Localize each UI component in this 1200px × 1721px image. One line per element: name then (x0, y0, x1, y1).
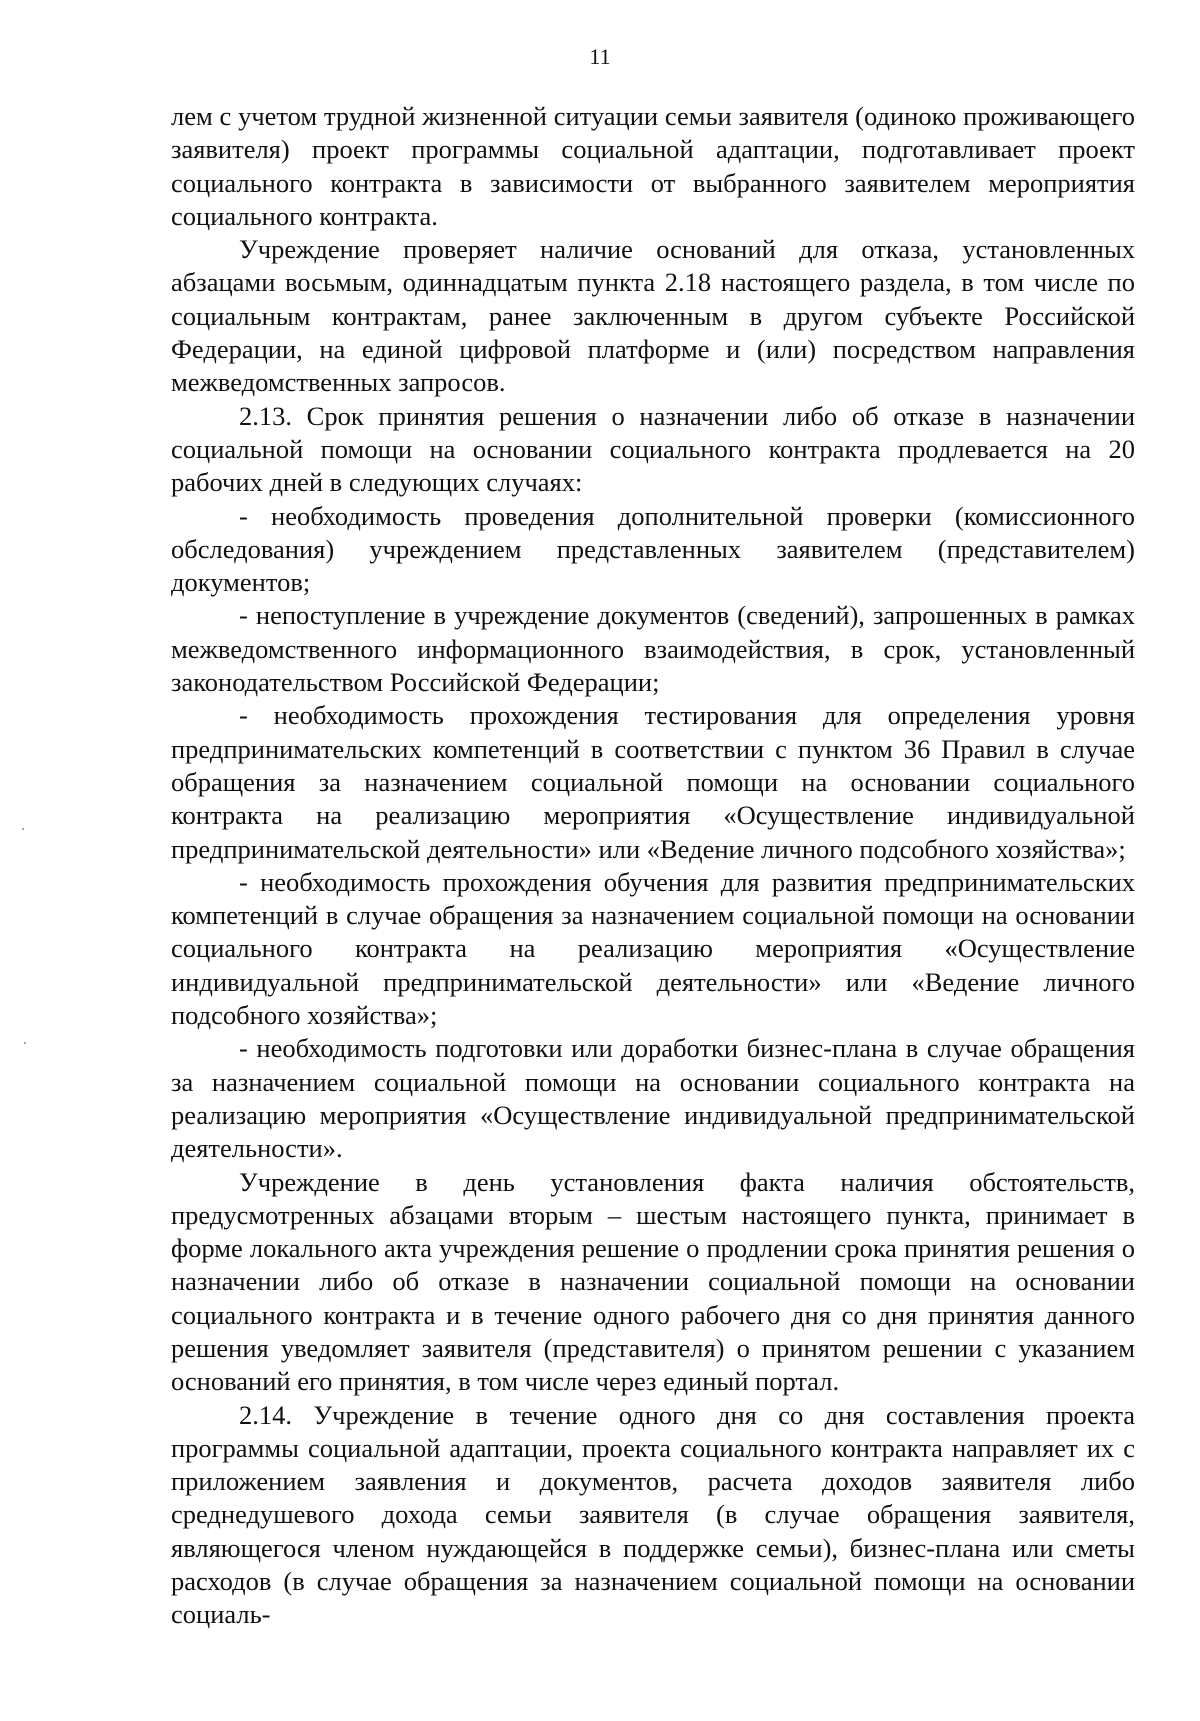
scan-speck (22, 828, 24, 830)
scan-speck (24, 1042, 26, 1044)
paragraph-refusal-check: Учреждение проверяет наличие оснований для отказа, установленных абзацами восьмым, одиннадцатым пункта 2.18 настоящего раздела, в том числе по социальным контрактам, ранее заключенным в другом субъекте Российской Федерации, на единой цифровой платформе и (или) посредством направления межведомственных запросов. (171, 234, 1135, 398)
paragraph-2-13: 2.13. Срок принятия решения о назначении либо об отказе в назначении социальной помощи на основании социального контракта продлевается на 20 рабочих дней в следующих случаях: (171, 400, 1135, 498)
page-number: 11 (589, 44, 611, 69)
list-item-additional-check: - необходимость проведения дополнительной проверки (комиссионного обследования) учреждением представленных заявителем (представителем) документов; (171, 500, 1135, 598)
list-item-testing: - необходимость прохождения тестирования для определения уровня предпринимательских компетенций в соответствии с пунктом 36 Правил в случае обращения за назначением социальной помощи на основании социального контракта на реализацию мероприятия «Осуществление индивидуальной предпринимательской деятельности» или «Ведение личного подсобного хозяйства»; (171, 700, 1135, 864)
paragraph-continuation: лем с учетом трудной жизненной ситуации семьи заявителя (одиноко проживающего заявителя) проект программы социальной адаптации, подготавливает проект социального контракта в зависимости от выбранного заявителем мероприятия социального контракта. (171, 101, 1135, 231)
list-item-interagency-documents: - непоступление в учреждение документов (сведений), запрошенных в рамках межведомственного информационного взаимодействия, в срок, установленный законодательством Российской Федерации; (171, 600, 1135, 698)
list-item-training: - необходимость прохождения обучения для развития предпринимательских компетенций в случае обращения за назначением социальной помощи на основании социального контракта на реализацию мероприятия «Осуществление индивидуальной предпринимательской деятельности» или «Ведение личного подсобного хозяйства»; (171, 866, 1135, 1031)
paragraph-2-14: 2.14. Учреждение в течение одного дня со дня составления проекта программы социальной адаптации, проекта социального контракта направляет их с приложением заявления и документов, расчета доходов заявителя либо среднедушевого дохода семьи заявителя (в случае обращения заявителя, являющегося членом нуждающейся в поддержке семьи), бизнес-плана или сметы расходов (в случае обращения за назначением социальной помощи на основании социаль- (171, 1399, 1135, 1630)
paragraph-extension-decision: Учреждение в день установления факта наличия обстоятельств, предусмотренных абзацами вторым – шестым настоящего пункта, принимает в форме локального акта учреждения решение о продлении срока принятия решения о назначении либо об отказе в назначении социальной помощи на основании социального контракта и в течение одного рабочего дня со дня принятия данного решения уведомляет заявителя (представителя) о принятом решении с указанием оснований его принятия, в том числе через единый портал. (171, 1166, 1135, 1397)
document-body (171, 100, 1135, 1632)
list-item-business-plan: - необходимость подготовки или доработки бизнес-плана в случае обращения за назначением социальной помощи на основании социального контракта на реализацию мероприятия «Осуществление индивидуальной предпринимательской деятельности». (171, 1033, 1135, 1164)
